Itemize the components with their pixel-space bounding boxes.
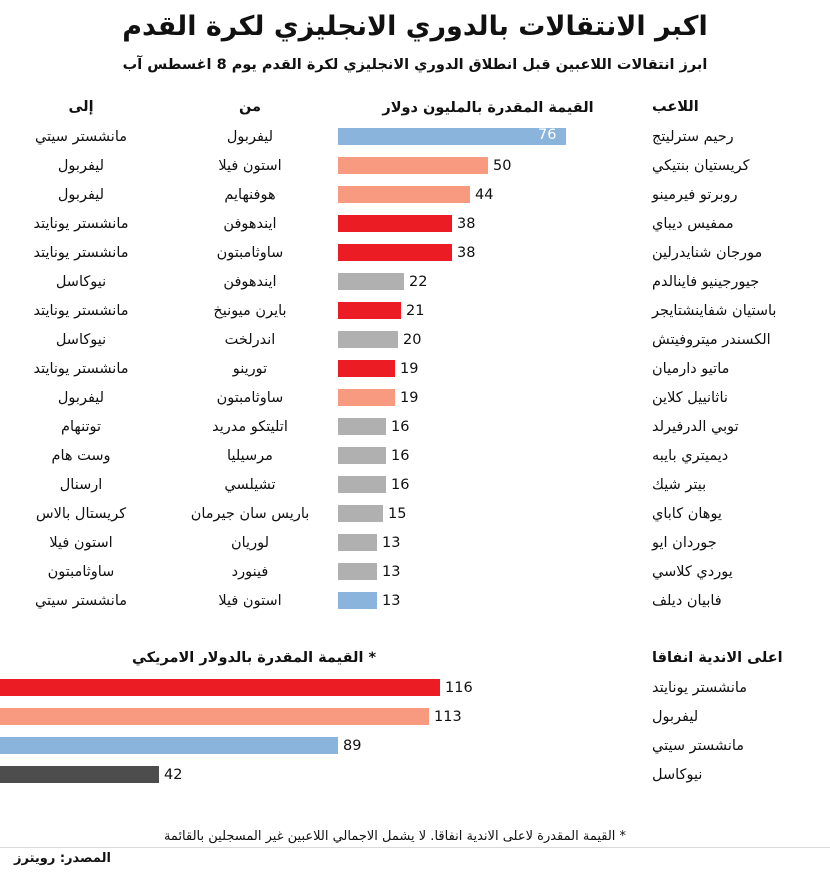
club-row	[0, 731, 830, 760]
club-bar-cell	[0, 760, 638, 789]
club-bar	[0, 708, 429, 725]
club-name: ليفربول	[652, 708, 699, 725]
value-bar-cell	[338, 528, 638, 557]
value-bar-cell	[338, 238, 638, 267]
value-bar-cell	[338, 557, 638, 586]
club-name: مانشستر يونايتد	[652, 679, 748, 696]
club-value-label: 89	[343, 737, 362, 754]
club-to: نيوكاسل	[55, 331, 107, 348]
club-bar-cell	[0, 731, 638, 760]
club-from: ساوثامبتون	[216, 389, 284, 406]
table-row	[0, 586, 830, 615]
player-name: روبرتو فيرمينو	[652, 186, 738, 203]
value-label: 19	[400, 389, 419, 406]
player-name: ديميتري بايبه	[652, 447, 729, 464]
player-name: الكسندر ميتروفيتش	[652, 331, 771, 348]
player-name: توبي الدرفيرلد	[652, 418, 739, 435]
club-row	[0, 702, 830, 731]
value-bar-cell	[338, 296, 638, 325]
club-to: ليفربول	[57, 186, 105, 203]
value-label: 19	[400, 360, 419, 377]
player-name: مورجان شنايدرلين	[652, 244, 763, 261]
value-label: 44	[475, 186, 494, 203]
transfers-table	[0, 92, 830, 615]
table-row	[0, 267, 830, 296]
infographic-page	[0, 10, 830, 872]
club-to: كريستال بالاس	[35, 505, 127, 522]
club-bar-cell	[0, 673, 638, 702]
clubs-header-row	[0, 643, 830, 673]
value-bar-cell	[338, 209, 638, 238]
table-row	[0, 296, 830, 325]
value-bar	[338, 534, 377, 551]
player-name: باستيان شفاينشتايجر	[652, 302, 777, 319]
player-name: جيورجينيو فاينالدم	[652, 273, 760, 290]
club-from: استون فيلا	[218, 157, 282, 174]
value-label: 22	[409, 273, 428, 290]
club-to: مانشستر يونايتد	[33, 215, 129, 232]
club-from: ليفربول	[226, 128, 274, 145]
value-bar-cell	[338, 383, 638, 412]
value-bar	[338, 302, 401, 319]
value-bar-cell	[338, 151, 638, 180]
club-to: مانشستر يونايتد	[33, 244, 129, 261]
club-bar-cell	[0, 702, 638, 731]
club-to: توتنهام	[60, 418, 102, 435]
value-bar	[338, 418, 386, 435]
club-row	[0, 673, 830, 702]
source-credit: المصدر: رويترز	[14, 851, 111, 866]
clubs-header-note: * القيمة المقدرة بالدولار الامريكي	[131, 650, 377, 667]
value-bar-cell	[338, 499, 638, 528]
club-from: فينورد	[231, 563, 269, 580]
value-label: 20	[403, 331, 422, 348]
value-bar	[338, 186, 470, 203]
club-to: ساوثامبتون	[47, 563, 115, 580]
club-from: تشيلسي	[224, 476, 276, 493]
value-bar	[338, 157, 488, 174]
value-label: 38	[457, 244, 476, 261]
value-bar-cell	[338, 470, 638, 499]
table-row	[0, 470, 830, 499]
table-row	[0, 499, 830, 528]
value-bar-cell	[338, 267, 638, 296]
column-header-from: من	[238, 99, 262, 116]
player-name: كريستيان بنتيكي	[652, 157, 750, 174]
value-bar	[338, 128, 566, 145]
table-row	[0, 557, 830, 586]
player-name: جوردان ايو	[652, 534, 717, 551]
value-bar-cell	[338, 586, 638, 615]
club-to: ارسنال	[59, 476, 103, 493]
club-to: مانشستر يونايتد	[33, 302, 129, 319]
value-label: 21	[406, 302, 425, 319]
club-from: ايندهوفن	[223, 273, 277, 290]
value-bar	[338, 505, 383, 522]
value-bar	[338, 592, 377, 609]
table-row	[0, 122, 830, 151]
page-subtitle: ابرز انتقالات اللاعبين قبل انطلاق الدوري الانجليزي لكرة القدم يوم 8 اغسطس آب	[122, 56, 708, 73]
player-name: رحيم سترليتج	[652, 128, 734, 145]
club-to: مانشستر يونايتد	[33, 360, 129, 377]
value-bar-cell	[338, 412, 638, 441]
club-to: مانشستر سيتي	[34, 128, 128, 145]
club-row	[0, 760, 830, 789]
player-name: فابيان ديلف	[652, 592, 722, 609]
club-name: نيوكاسل	[652, 766, 703, 783]
table-row	[0, 325, 830, 354]
club-to: وست هام	[51, 447, 111, 464]
value-bar-cell	[338, 122, 638, 151]
player-name: ماتيو دارميان	[652, 360, 730, 377]
table-row	[0, 441, 830, 470]
clubs-header-label: اعلى الاندية انفاقا	[652, 650, 783, 667]
club-from: ايندهوفن	[223, 215, 277, 232]
club-value-label: 116	[445, 679, 473, 696]
value-label: 50	[493, 157, 512, 174]
value-bar	[338, 273, 404, 290]
value-bar	[338, 476, 386, 493]
club-to: ليفربول	[57, 389, 105, 406]
value-bar	[338, 447, 386, 464]
column-header-player: اللاعب	[652, 99, 699, 116]
club-value-label: 42	[164, 766, 183, 783]
club-from: اتليتكو مدريد	[212, 418, 288, 435]
club-bar	[0, 737, 338, 754]
value-bar	[338, 563, 377, 580]
club-name: مانشستر سيتي	[652, 737, 745, 754]
club-to: مانشستر سيتي	[34, 592, 128, 609]
club-from: هوفنهايم	[224, 186, 276, 203]
clubs-spending-section	[0, 643, 830, 789]
club-to: استون فيلا	[49, 534, 113, 551]
club-value-label: 113	[434, 708, 462, 725]
value-bar	[338, 215, 452, 232]
value-bar	[338, 360, 395, 377]
club-from: ساوثامبتون	[216, 244, 284, 261]
value-label: 38	[457, 215, 476, 232]
club-from: تورينو	[232, 360, 268, 377]
club-from: باريس سان جيرمان	[190, 505, 310, 522]
club-from: بايرن ميونيخ	[213, 302, 287, 319]
table-row	[0, 383, 830, 412]
table-row	[0, 528, 830, 557]
table-row	[0, 354, 830, 383]
value-label: 16	[391, 447, 410, 464]
value-bar-cell	[338, 325, 638, 354]
club-to: ليفربول	[57, 157, 105, 174]
player-name: يوردي كلاسي	[652, 563, 733, 580]
value-bar	[338, 244, 452, 261]
value-label: 13	[382, 534, 401, 551]
value-bar-cell	[338, 441, 638, 470]
club-bar	[0, 679, 440, 696]
club-from: اندرلخت	[224, 331, 276, 348]
value-bar	[338, 331, 398, 348]
value-label: 13	[382, 563, 401, 580]
table-row	[0, 238, 830, 267]
value-label: 13	[382, 592, 401, 609]
value-label: 16	[391, 418, 410, 435]
value-label: 76	[538, 127, 557, 144]
table-row	[0, 180, 830, 209]
club-from: استون فيلا	[218, 592, 282, 609]
club-from: لوريان	[230, 534, 269, 551]
value-label: 15	[388, 505, 407, 522]
value-bar-cell	[338, 180, 638, 209]
player-name: بيتر شيك	[652, 476, 707, 493]
club-bar	[0, 766, 159, 783]
value-label: 16	[391, 476, 410, 493]
page-title: اكبر الانتقالات بالدوري الانجليزي لكرة القدم	[122, 11, 708, 42]
table-row	[0, 412, 830, 441]
table-row	[0, 151, 830, 180]
value-bar	[338, 389, 395, 406]
player-name: ممفيس ديباي	[652, 215, 734, 232]
club-to: نيوكاسل	[55, 273, 107, 290]
footer-divider	[0, 847, 830, 848]
table-row	[0, 209, 830, 238]
footnote: * القيمة المقدرة لاعلى الاندية انفاقا. لا يشمل الاجمالي اللاعبين غير المسجلين بالقائمة	[163, 829, 627, 844]
player-name: ناثانييل كلاين	[652, 389, 728, 406]
club-from: مرسيليا	[227, 447, 273, 464]
table-header-row	[0, 92, 830, 122]
column-header-value: القيمة المقدرة بالمليون دولار	[382, 99, 594, 116]
value-bar-cell	[338, 354, 638, 383]
player-name: يوهان كاباي	[652, 505, 722, 522]
column-header-to: إلى	[68, 99, 94, 116]
